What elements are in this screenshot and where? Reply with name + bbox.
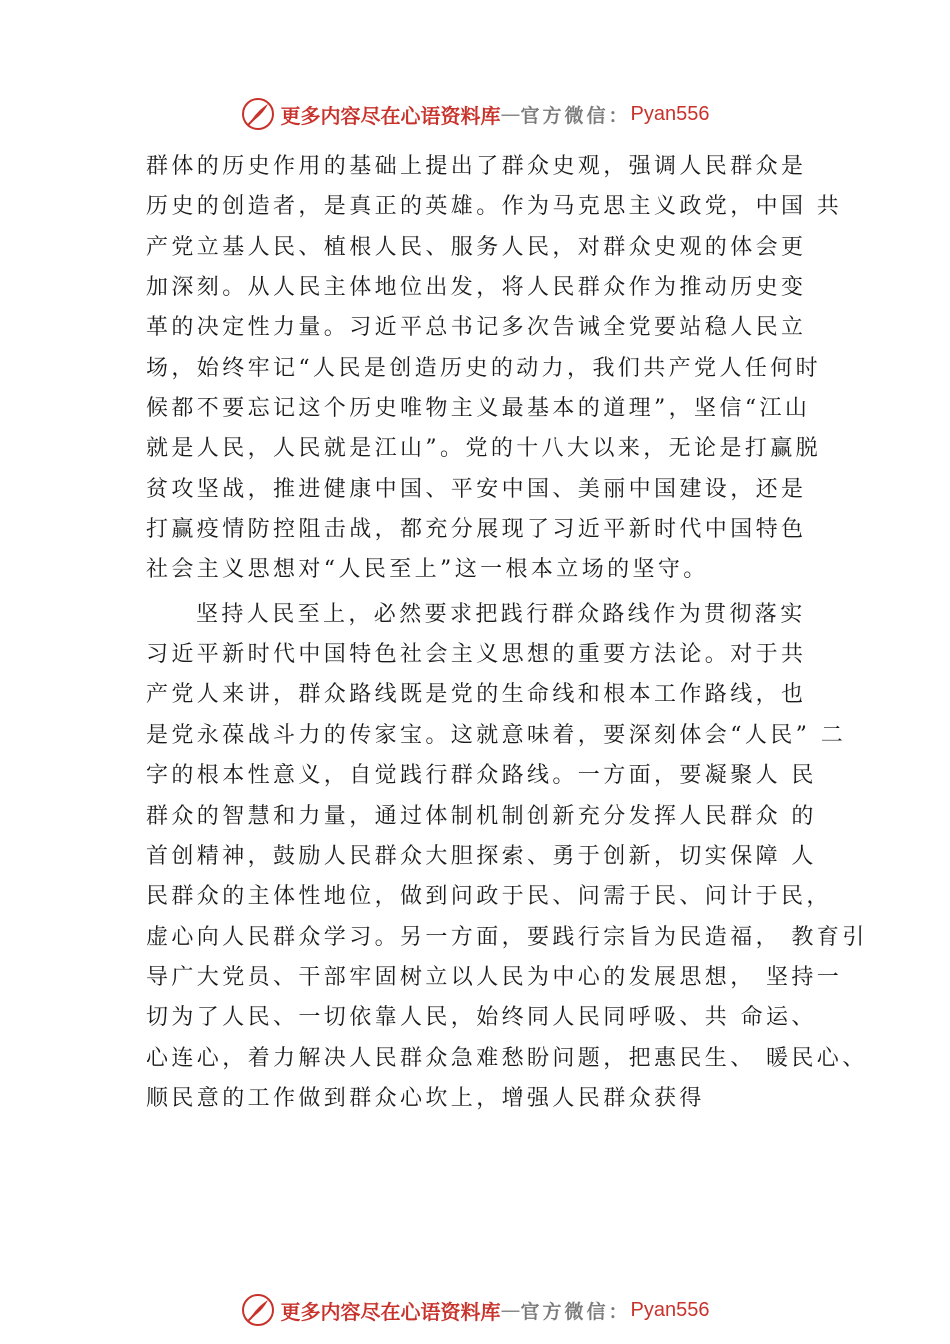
banner-separator: — xyxy=(500,1298,521,1322)
paragraph-2 xyxy=(146,595,868,1119)
text-line: 就是人民，人民就是江山”。党的十八大以来，无论是打赢脱 xyxy=(146,436,822,462)
text-line: 社会主义思想对“人民至上”这一根本立场的坚守。 xyxy=(146,557,709,583)
text-line: 坚持人民至上，必然要求把践行群众路线作为贯彻落实 xyxy=(196,601,806,627)
banner-wechat-id: Pyan556 xyxy=(630,1298,710,1321)
banner-official-label: 官方微信： xyxy=(520,104,631,127)
banner-official-label: 官方微信： xyxy=(520,1300,631,1323)
quill-logo-icon xyxy=(241,1293,275,1327)
text-line: 是党永葆战斗力的传家宝。这就意味着，要深刻体会“人民” 二 xyxy=(146,722,847,748)
banner-brand: 更多内容尽在心语资料库 xyxy=(280,103,501,128)
text-line: 贫攻坚战，推进健康中国、平安中国、美丽中国建设，还是 xyxy=(146,476,807,502)
text-line: 虚心向人民群众学习。另一方面，要践行宗旨为民造福， 教育引 xyxy=(146,924,868,950)
text-line: 顺民意的工作做到群众心坎上，增强人民群众获得 xyxy=(146,1085,705,1111)
text-line: 切为了人民、一切依靠人民，始终同人民同呼吸、共 命运、 xyxy=(146,1005,817,1031)
banner-separator: — xyxy=(500,102,521,126)
quill-logo-icon xyxy=(241,97,275,131)
text-line: 产党人来讲，群众路线既是党的生命线和根本工作路线，也 xyxy=(146,682,807,708)
header-banner xyxy=(0,94,950,134)
text-line: 群众的智慧和力量，通过体制机制创新充分发挥人民群众 的 xyxy=(146,803,817,829)
paragraph-1 xyxy=(146,147,843,591)
banner-wechat-id: Pyan556 xyxy=(630,102,710,125)
text-line: 历史的创造者，是真正的英雄。作为马克思主义政党，中国 共 xyxy=(146,194,843,220)
document-body xyxy=(146,147,868,1119)
text-line: 导广大党员、干部牢固树立以人民为中心的发展思想， 坚持一 xyxy=(146,964,843,990)
banner-brand: 更多内容尽在心语资料库 xyxy=(280,1299,501,1324)
text-line: 产党立基人民、植根人民、服务人民，对群众史观的体会更 xyxy=(146,234,807,260)
text-line: 心连心，着力解决人民群众急难愁盼问题，把惠民生、 暖民心、 xyxy=(146,1045,868,1071)
text-line: 群体的历史作用的基础上提出了群众史观，强调人民群众是 xyxy=(146,154,807,179)
text-line: 加深刻。从人民主体地位出发，将人民群众作为推动历史变 xyxy=(146,275,807,301)
text-line: 场，始终牢记“人民是创造历史的动力，我们共产党人任何时 xyxy=(146,355,822,381)
text-line: 候都不要忘记这个历史唯物主义最基本的道理”，坚信“江山 xyxy=(146,396,811,422)
text-line: 首创精神，鼓励人民群众大胆探索、勇于创新，切实保障 人 xyxy=(146,843,817,869)
text-line: 习近平新时代中国特色社会主义思想的重要方法论。对于共 xyxy=(146,642,807,668)
text-line: 民群众的主体性地位，做到问政于民、问需于民、问计于民， xyxy=(146,884,832,910)
text-line: 革的决定性力量。习近平总书记多次告诫全党要站稳人民立 xyxy=(146,315,807,341)
footer-banner xyxy=(0,1290,950,1330)
text-line: 字的根本性意义，自觉践行群众路线。一方面，要凝聚人 民 xyxy=(146,763,817,789)
text-line: 打赢疫情防控阻击战，都充分展现了习近平新时代中国特色 xyxy=(146,517,807,543)
